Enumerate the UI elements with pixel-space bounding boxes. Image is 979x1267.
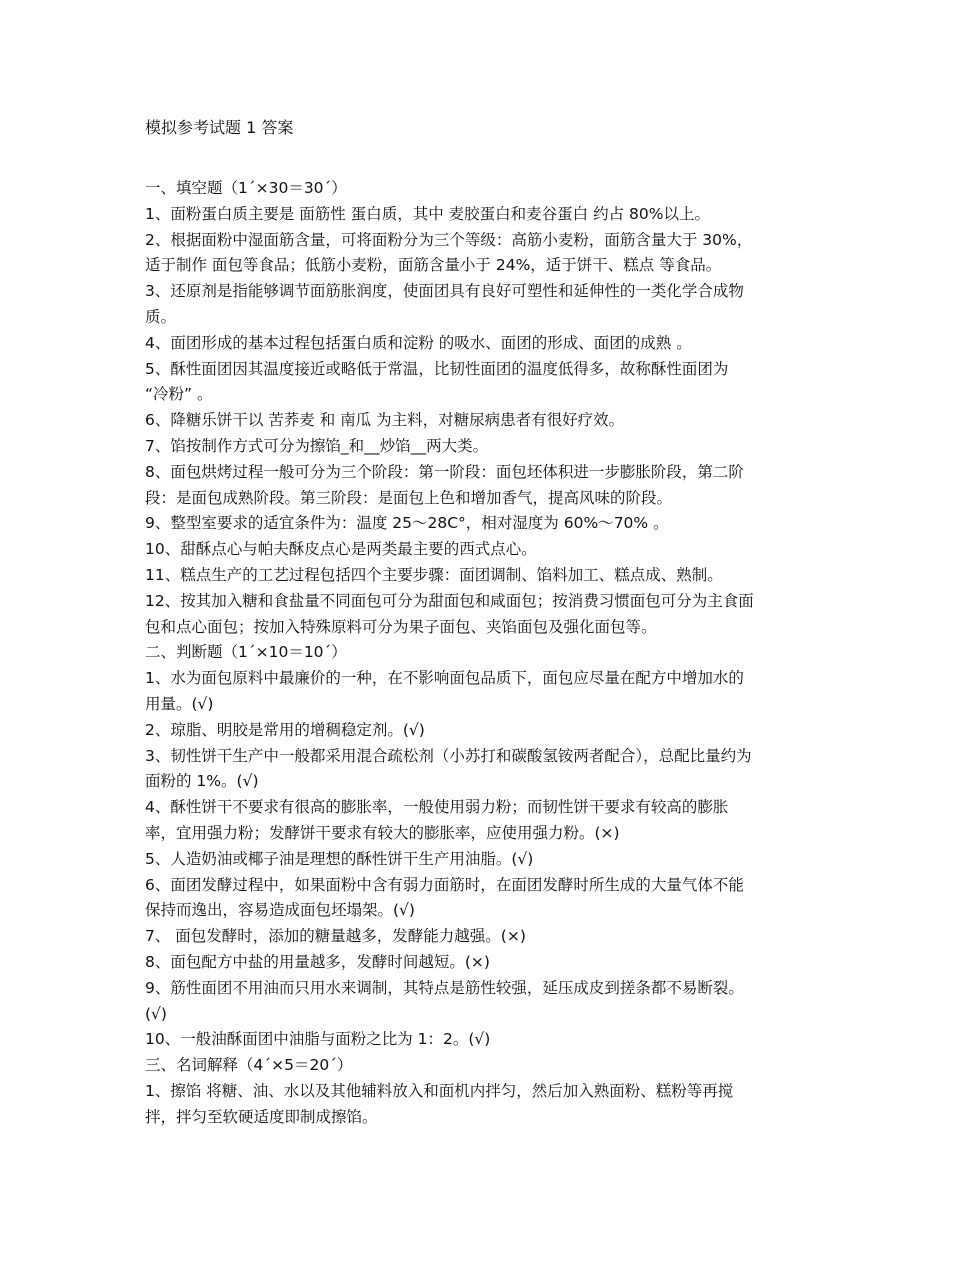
document-body	[145, 176, 845, 1130]
text-line: 7、馅按制作方式可分为擦馅_和__炒馅__两大类。	[145, 436, 489, 455]
text-line: 保持而逸出，容易造成面包坯塌架。(√)	[145, 901, 415, 920]
text-line: 8、面包烘烤过程一般可分为三个阶段：第一阶段：面包坯体积进一步膨胀阶段，第二阶	[145, 462, 744, 481]
text-line: 1、面粉蛋白质主要是 面筋性 蛋白质，其中 麦胶蛋白和麦谷蛋白 约占 80%以上。	[145, 204, 710, 223]
text-line: 拌，拌匀至软硬适度即制成擦馅。	[145, 1107, 378, 1126]
document-title: 模拟参考试题 1 答案	[145, 118, 294, 137]
text-line: 6、降糖乐饼干以 苦荞麦 和 南瓜 为主料，对糖尿病患者有很好疗效。	[145, 411, 625, 430]
text-line: 4、面团形成的基本过程包括蛋白质和淀粉 的吸水、面团的形成、面团的成熟 。	[145, 333, 692, 352]
text-line: 4、酥性饼干不要求有很高的膨胀率，一般使用弱力粉；而韧性饼干要求有较高的膨胀	[145, 798, 729, 817]
text-line: 一、填空题（1´×30＝30´）	[145, 179, 347, 197]
text-line: 面粉的 1%。(√)	[145, 772, 259, 791]
text-line: 7、 面包发酵时，添加的糖量越多，发酵能力越强。(×)	[145, 927, 526, 946]
text-line: 5、酥性面团因其温度接近或略低于常温，比韧性面团的温度低得多，故称酥性面团为	[145, 359, 729, 378]
text-line: 12、按其加入糖和食盐量不同面包可分为甜面包和咸面包；按消费习惯面包可分为主食面	[145, 591, 754, 610]
text-line: 二、判断题（1´×10＝10´）	[145, 643, 347, 662]
text-line: 包和点心面包；按加入特殊原料可分为果子面包、夹馅面包及强化面包等。	[145, 617, 657, 636]
text-line: “冷粉” 。	[145, 385, 213, 404]
text-line: 2、根据面粉中湿面筋含量，可将面粉分为三个等级：高筋小麦粉，面筋含量大于 30%，	[145, 230, 753, 249]
text-line: 6、面团发酵过程中，如果面粉中含有弱力面筋时，在面团发酵时所生成的大量气体不能	[145, 875, 744, 894]
text-line: 10、一般油酥面团中油脂与面粉之比为 1：2。(√)	[145, 1030, 491, 1049]
text-line: 8、面包配方中盐的用量越多，发酵时间越短。(×)	[145, 952, 490, 971]
text-line: 10、甜酥点心与帕夫酥皮点心是两类最主要的西式点心。	[145, 540, 537, 559]
text-line: 3、还原剂是指能够调节面筋胀润度，使面团具有良好可塑性和延伸性的一类化学合成物	[145, 282, 744, 301]
text-line: 质。	[145, 307, 177, 326]
text-line: 9、筋性面团不用油而只用水来调制，其特点是筋性较强，延压成皮到搓条都不易断裂。	[145, 978, 744, 997]
text-line: 11、糕点生产的工艺过程包括四个主要步骤：面团调制、馅料加工、糕点成、熟制。	[145, 565, 723, 584]
text-line: 段：是面包成熟阶段。第三阶段：是面包上色和增加香气，提高风味的阶段。	[145, 488, 673, 507]
text-line: 2、琼脂、明胶是常用的增稠稳定剂。(√)	[145, 720, 425, 739]
text-line: 5、人造奶油或椰子油是理想的酥性饼干生产用油脂。(√)	[145, 849, 534, 868]
text-line: 适于制作 面包等食品；低筋小麦粉，面筋含量小于 24%，适于饼干、糕点 等食品。	[145, 256, 722, 275]
text-line: 用量。(√)	[145, 694, 214, 713]
text-line: 9、整型室要求的适宜条件为：温度 25～28C°，相对湿度为 60%～70% 。	[145, 514, 669, 533]
text-line: (√)	[145, 1004, 167, 1023]
text-line: 1、水为面包原料中最廉价的一种，在不影响面包品质下，面包应尽量在配方中增加水的	[145, 669, 744, 688]
text-line: 率，宜用强力粉；发酵饼干要求有较大的膨胀率，应使用强力粉。(×)	[145, 823, 620, 842]
text-line: 三、名词解释（4´×5＝20´）	[145, 1056, 353, 1075]
text-line: 3、韧性饼干生产中一般都采用混合疏松剂（小苏打和碳酸氢铵两者配合），总配比量约为	[145, 746, 752, 765]
text-line: 1、擦馅 将糖、油、水以及其他辅料放入和面机内拌匀，然后加入熟面粉、糕粉等再搅	[145, 1081, 734, 1100]
